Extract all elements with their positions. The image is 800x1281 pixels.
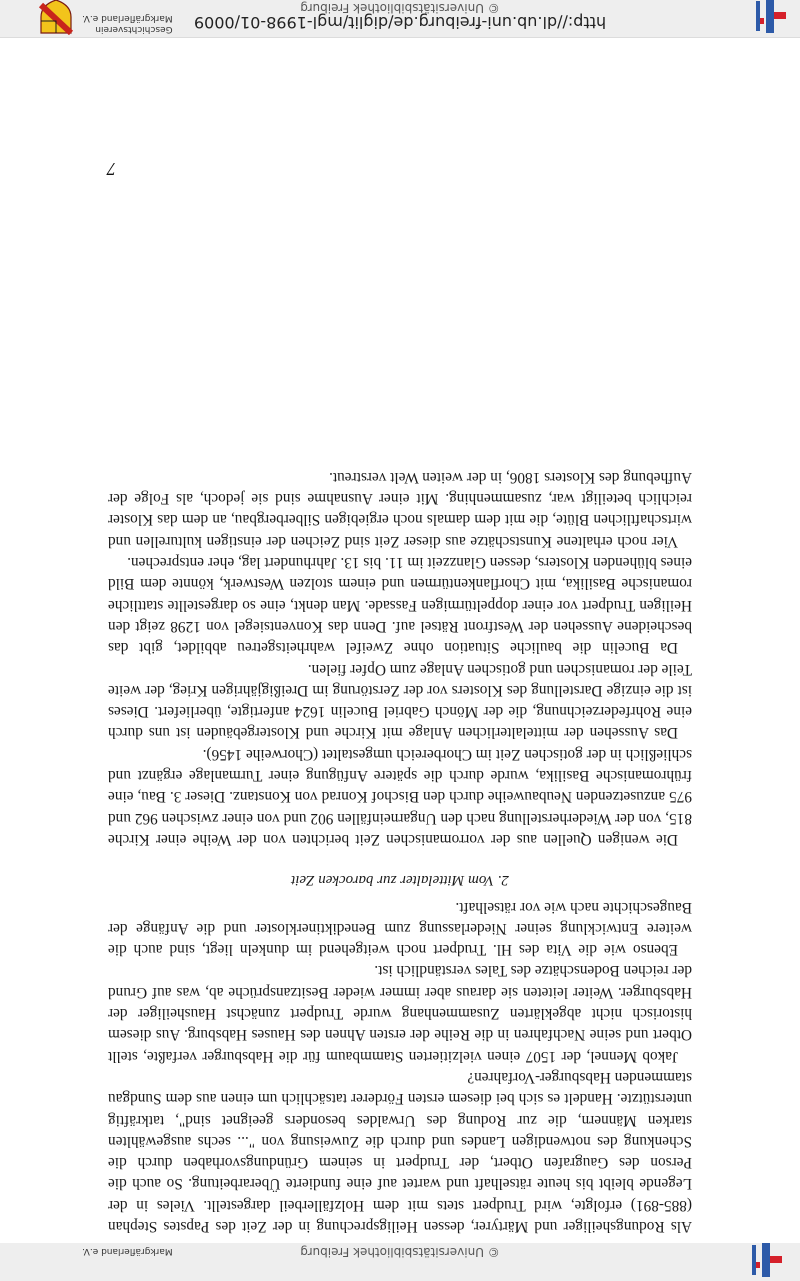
paragraph-1: Als Rodungsheiliger und Märtyrer, dessen Heiligsprechung in der Zeit des Papstes Stephan (885-891) erfolgte, wird Trudpert stets mit dem Holzfällerbeil dargestellt. Vieles in der Legende bleibt bis heute rätselhaft und wartet auf eine fundierte Überarbeitung. So auch die Person des Gaugrafen Otbert, der Trudpert in seinem Gründungsvorhaben durch die Schenkung des notwendigen Landes und durch die Zuweisung von "... sechs ausgewählten starken Männern, die zur Rodung des Urwaldes besonders geeignet sind", tatkräftig unterstützte. Handelt es sich bei diesem ersten Förderer tatsächlich um einen aus dem Sundgau stammenden Habsburger-Vorfahren? — [108, 1068, 692, 1235]
coat-of-arms-icon — [38, 0, 74, 35]
society-name-line-1: Markgräflerland e.V. — [82, 13, 173, 23]
permalink-url[interactable]: http://dl.ub.uni-freiburg.de/diglit/mgl-1998-01/0009 — [193, 13, 607, 32]
copyright-notice: © Universitätsbibliothek Freiburg — [300, 1, 500, 15]
paragraph-5: Das Aussehen der mittelalterlichen Anlage mit Kirche und Klostergebäuden ist uns durch eine Rohrfederzeichnung, die der Mönch Gabriel Bucelin 1624 anfertigte, überliefert. Dieses ist die einzige Darstellung des Klosters vor der Zerstörung im Dreißigjährigen Krieg, der weite Teile der romanischen und gotischen Anlage zum Opfer fielen. — [108, 660, 692, 742]
society-name — [82, 12, 173, 34]
paragraph-6: Da Bucelin die bauliche Situation ohne Zweifel wahrheitsgetreu abbildet, gibt das bescheidene Aussehen der Westfront Rätsel auf. Denn das Konventsiegel von 1298 zeigt den Heiligen Trudpert vor einer doppeltürmigen Fassade. Man denkt, eine so dargestellte stattliche romanische Basilika, mit Chorflankentürmen und einem stolzen Westwerk, könnte dem Bild eines blühenden Klosters, dessen Glanzzeit im 11. bis 13. Jahrhundert lag, eher entsprechen. — [108, 554, 692, 657]
page-body — [108, 467, 692, 1237]
page-number: 7 — [107, 159, 116, 179]
footer-bar — [0, 0, 800, 38]
section-heading: 2. Vom Mittelalter zur barocken Zeit — [291, 872, 509, 889]
paragraph-2: Jakob Mennel, der 1507 einen vielzitierten Stammbaum für die Habsburger verfaßte, stellt Otbert und seine Nachfahren in die Reihe der ersten Ahnen des Hauses Habsburg. Aus diesem historisch nicht abgeklärten Zusammenhang wurde Trudpert zunächst Hausheiliger der Habsburger. Weiter leiteten sie daraus aber immer wieder Besitzansprüche ab, was auf Grund der reichen Bodenschätze des Tales verständlich ist. — [108, 962, 692, 1065]
top-edge-society: Markgräflerland e.V. — [82, 1246, 173, 1256]
top-edge-bar — [0, 1243, 800, 1281]
scanned-page — [0, 38, 800, 1237]
top-edge-copyright: © Universitätsbibliothek Freiburg — [300, 1245, 500, 1259]
paragraph-3: Ebenso wie die Vita des Hl. Trudpert noch weitgehend im dunkeln liegt, sind auch die weitere Entwicklung seiner Niederlassung zum Benediktinerkloster und die Anfänge der Baugeschichte nach wie vor rätselhaft. — [108, 898, 692, 959]
paragraph-4: Die wenigen Quellen aus der vorromanischen Zeit berichten von der Weihe einer Kirche 815, von der Wiederherstellung nach den Ungarneinfällen 902 und von einer zwischen 962 und 975 anzusetzenden Neubauweihe durch den Bischof Konrad von Konstanz. Dieser 3. Bau, eine frühromanische Basilika, wurde durch die spätere Anfügung einer Turmanlage ergänzt und schließlich in der gotischen Zeit im Chorbereich umgestaltet (Chorweihe 1456). — [108, 745, 692, 848]
paragraph-7: Vier noch erhaltene Kunstschätze aus dieser Zeit sind Zeichen der einstigen kulturellen und wirtschaftlichen Blüte, die mit dem damals noch ergiebigen Silberbergbau, an dem das Kloster reichlich beteiligt war, zusammenhing. Mit einer Ausnahme sind sie jedoch, als Folge der Aufhebung des Klosters 1806, in der weiten Welt verstreut. — [108, 468, 692, 550]
society-name-line-2: Geschichtsverein — [95, 24, 173, 34]
